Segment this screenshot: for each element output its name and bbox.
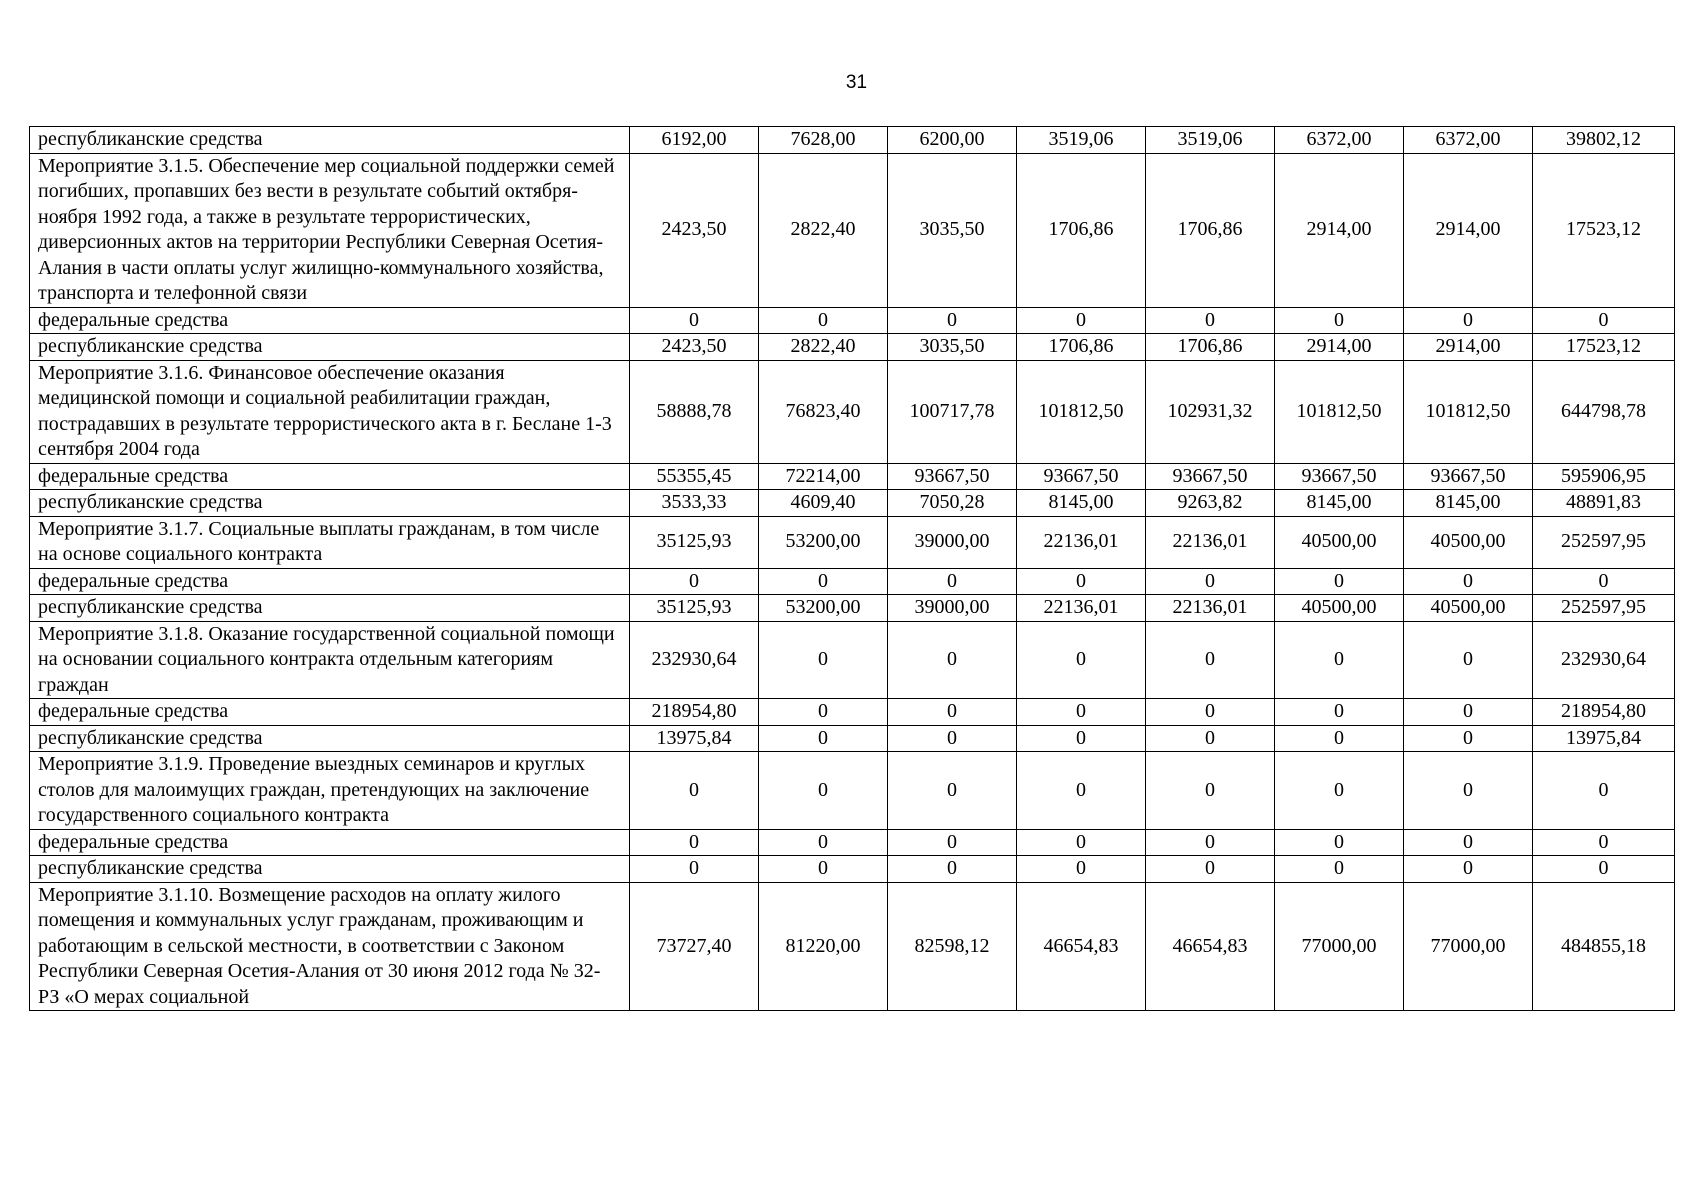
table-row bbox=[30, 127, 1675, 154]
value-cell: 6372,00 bbox=[1275, 127, 1404, 154]
value-cell: 2423,50 bbox=[630, 153, 759, 307]
value-cell: 22136,01 bbox=[1146, 595, 1275, 622]
row-label-cell: Мероприятие 3.1.7. Социальные выплаты гражданам, в том числе на основе социального контракта bbox=[30, 516, 630, 568]
value-cell: 0 bbox=[888, 829, 1017, 856]
value-cell: 55355,45 bbox=[630, 463, 759, 490]
value-cell: 13975,84 bbox=[1533, 725, 1675, 752]
value-cell: 4609,40 bbox=[759, 490, 888, 517]
value-cell: 73727,40 bbox=[630, 882, 759, 1011]
value-cell: 101812,50 bbox=[1404, 360, 1533, 463]
value-cell: 0 bbox=[1404, 725, 1533, 752]
value-cell: 1706,86 bbox=[1146, 334, 1275, 361]
value-cell: 13975,84 bbox=[630, 725, 759, 752]
value-cell: 0 bbox=[888, 725, 1017, 752]
budget-table bbox=[29, 126, 1675, 1011]
value-cell: 93667,50 bbox=[1017, 463, 1146, 490]
table-row bbox=[30, 153, 1675, 307]
value-cell: 48891,83 bbox=[1533, 490, 1675, 517]
table-row bbox=[30, 725, 1675, 752]
row-label-cell: республиканские средства bbox=[30, 725, 630, 752]
value-cell: 100717,78 bbox=[888, 360, 1017, 463]
value-cell: 101812,50 bbox=[1017, 360, 1146, 463]
value-cell: 0 bbox=[1533, 307, 1675, 334]
value-cell: 0 bbox=[1404, 621, 1533, 699]
value-cell: 1706,86 bbox=[1017, 334, 1146, 361]
value-cell: 0 bbox=[1146, 307, 1275, 334]
value-cell: 0 bbox=[1533, 856, 1675, 883]
value-cell: 232930,64 bbox=[1533, 621, 1675, 699]
value-cell: 0 bbox=[1017, 621, 1146, 699]
value-cell: 7628,00 bbox=[759, 127, 888, 154]
value-cell: 0 bbox=[1404, 307, 1533, 334]
value-cell: 3533,33 bbox=[630, 490, 759, 517]
value-cell: 40500,00 bbox=[1404, 595, 1533, 622]
value-cell: 82598,12 bbox=[888, 882, 1017, 1011]
value-cell: 58888,78 bbox=[630, 360, 759, 463]
value-cell: 2914,00 bbox=[1275, 153, 1404, 307]
value-cell: 0 bbox=[759, 752, 888, 830]
value-cell: 7050,28 bbox=[888, 490, 1017, 517]
value-cell: 40500,00 bbox=[1275, 516, 1404, 568]
value-cell: 0 bbox=[1146, 621, 1275, 699]
table-row bbox=[30, 595, 1675, 622]
value-cell: 2423,50 bbox=[630, 334, 759, 361]
value-cell: 2914,00 bbox=[1404, 334, 1533, 361]
value-cell: 0 bbox=[1533, 752, 1675, 830]
value-cell: 1706,86 bbox=[1146, 153, 1275, 307]
value-cell: 17523,12 bbox=[1533, 153, 1675, 307]
row-label-cell: Мероприятие 3.1.9. Проведение выездных семинаров и круглых столов для малоимущих граждан, претендующих на заключение государственного социального контракта bbox=[30, 752, 630, 830]
value-cell: 0 bbox=[1404, 829, 1533, 856]
value-cell: 0 bbox=[1275, 752, 1404, 830]
value-cell: 0 bbox=[759, 621, 888, 699]
value-cell: 0 bbox=[1146, 856, 1275, 883]
value-cell: 0 bbox=[759, 699, 888, 726]
value-cell: 76823,40 bbox=[759, 360, 888, 463]
table-row bbox=[30, 360, 1675, 463]
table-row bbox=[30, 463, 1675, 490]
value-cell: 6372,00 bbox=[1404, 127, 1533, 154]
value-cell: 40500,00 bbox=[1404, 516, 1533, 568]
value-cell: 35125,93 bbox=[630, 516, 759, 568]
row-label-cell: республиканские средства bbox=[30, 334, 630, 361]
table-row bbox=[30, 490, 1675, 517]
value-cell: 0 bbox=[759, 856, 888, 883]
table-row bbox=[30, 699, 1675, 726]
row-label-cell: республиканские средства bbox=[30, 856, 630, 883]
value-cell: 218954,80 bbox=[1533, 699, 1675, 726]
value-cell: 46654,83 bbox=[1017, 882, 1146, 1011]
value-cell: 0 bbox=[759, 725, 888, 752]
value-cell: 2914,00 bbox=[1404, 153, 1533, 307]
value-cell: 39000,00 bbox=[888, 595, 1017, 622]
row-label-cell: федеральные средства bbox=[30, 568, 630, 595]
value-cell: 0 bbox=[1533, 568, 1675, 595]
value-cell: 46654,83 bbox=[1146, 882, 1275, 1011]
value-cell: 77000,00 bbox=[1404, 882, 1533, 1011]
value-cell: 3519,06 bbox=[1017, 127, 1146, 154]
value-cell: 0 bbox=[1275, 829, 1404, 856]
value-cell: 0 bbox=[1275, 568, 1404, 595]
value-cell: 17523,12 bbox=[1533, 334, 1675, 361]
value-cell: 218954,80 bbox=[630, 699, 759, 726]
value-cell: 77000,00 bbox=[1275, 882, 1404, 1011]
value-cell: 232930,64 bbox=[630, 621, 759, 699]
table-row bbox=[30, 829, 1675, 856]
value-cell: 8145,00 bbox=[1404, 490, 1533, 517]
value-cell: 644798,78 bbox=[1533, 360, 1675, 463]
value-cell: 0 bbox=[1146, 752, 1275, 830]
table-row bbox=[30, 307, 1675, 334]
value-cell: 39000,00 bbox=[888, 516, 1017, 568]
value-cell: 0 bbox=[759, 829, 888, 856]
page-number: 31 bbox=[845, 72, 868, 93]
value-cell: 3519,06 bbox=[1146, 127, 1275, 154]
value-cell: 0 bbox=[1017, 725, 1146, 752]
value-cell: 93667,50 bbox=[1275, 463, 1404, 490]
value-cell: 93667,50 bbox=[1404, 463, 1533, 490]
value-cell: 2914,00 bbox=[1275, 334, 1404, 361]
value-cell: 93667,50 bbox=[888, 463, 1017, 490]
value-cell: 0 bbox=[759, 568, 888, 595]
value-cell: 0 bbox=[888, 699, 1017, 726]
row-label-cell: республиканские средства bbox=[30, 595, 630, 622]
value-cell: 6200,00 bbox=[888, 127, 1017, 154]
value-cell: 72214,00 bbox=[759, 463, 888, 490]
value-cell: 9263,82 bbox=[1146, 490, 1275, 517]
value-cell: 22136,01 bbox=[1017, 595, 1146, 622]
value-cell: 101812,50 bbox=[1275, 360, 1404, 463]
value-cell: 0 bbox=[630, 568, 759, 595]
value-cell: 0 bbox=[1017, 568, 1146, 595]
value-cell: 2822,40 bbox=[759, 334, 888, 361]
value-cell: 0 bbox=[888, 568, 1017, 595]
value-cell: 0 bbox=[1017, 307, 1146, 334]
row-label-cell: Мероприятие 3.1.8. Оказание государственной социальной помощи на основании социального контракта отдельным категориям граждан bbox=[30, 621, 630, 699]
table-row bbox=[30, 882, 1675, 1011]
table-row bbox=[30, 856, 1675, 883]
table-row bbox=[30, 752, 1675, 830]
value-cell: 22136,01 bbox=[1017, 516, 1146, 568]
value-cell: 102931,32 bbox=[1146, 360, 1275, 463]
value-cell: 0 bbox=[630, 829, 759, 856]
table-row bbox=[30, 334, 1675, 361]
value-cell: 53200,00 bbox=[759, 595, 888, 622]
value-cell: 0 bbox=[1275, 621, 1404, 699]
table-row bbox=[30, 621, 1675, 699]
value-cell: 0 bbox=[1275, 307, 1404, 334]
value-cell: 0 bbox=[888, 752, 1017, 830]
value-cell: 0 bbox=[630, 752, 759, 830]
value-cell: 6192,00 bbox=[630, 127, 759, 154]
row-label-cell: федеральные средства bbox=[30, 463, 630, 490]
value-cell: 0 bbox=[888, 307, 1017, 334]
value-cell: 0 bbox=[1404, 856, 1533, 883]
value-cell: 252597,95 bbox=[1533, 595, 1675, 622]
row-label-cell: федеральные средства bbox=[30, 699, 630, 726]
row-label-cell: Мероприятие 3.1.10. Возмещение расходов на оплату жилого помещения и коммунальных услуг гражданам, проживающим и работающим в сельской местности, в соответствии с Законом Республики Северная Осетия-Алания от 30 июня 2012 года № 32-РЗ «О мерах социальной bbox=[30, 882, 630, 1011]
value-cell: 8145,00 bbox=[1017, 490, 1146, 517]
value-cell: 0 bbox=[1146, 725, 1275, 752]
value-cell: 0 bbox=[1017, 752, 1146, 830]
row-label-cell: республиканские средства bbox=[30, 127, 630, 154]
row-label-cell: Мероприятие 3.1.6. Финансовое обеспечение оказания медицинской помощи и социальной реабилитации граждан, пострадавших в результате террористического акта в г. Беслане 1-3 сентября 2004 года bbox=[30, 360, 630, 463]
value-cell: 39802,12 bbox=[1533, 127, 1675, 154]
table-row bbox=[30, 516, 1675, 568]
value-cell: 252597,95 bbox=[1533, 516, 1675, 568]
value-cell: 22136,01 bbox=[1146, 516, 1275, 568]
value-cell: 1706,86 bbox=[1017, 153, 1146, 307]
value-cell: 2822,40 bbox=[759, 153, 888, 307]
value-cell: 93667,50 bbox=[1146, 463, 1275, 490]
value-cell: 0 bbox=[1275, 725, 1404, 752]
value-cell: 0 bbox=[1146, 699, 1275, 726]
value-cell: 0 bbox=[1017, 856, 1146, 883]
value-cell: 484855,18 bbox=[1533, 882, 1675, 1011]
value-cell: 0 bbox=[1404, 752, 1533, 830]
value-cell: 0 bbox=[1404, 699, 1533, 726]
row-label-cell: Мероприятие 3.1.5. Обеспечение мер социальной поддержки семей погибших, пропавших без вести в результате событий октября-ноября 1992 года, а также в результате террористических, диверсионных актов на территории Республики Северная Осетия-Алания в части оплаты услуг жилищно-коммунального хозяйства, транспорта и телефонной связи bbox=[30, 153, 630, 307]
value-cell: 35125,93 bbox=[630, 595, 759, 622]
value-cell: 8145,00 bbox=[1275, 490, 1404, 517]
value-cell: 0 bbox=[630, 856, 759, 883]
value-cell: 81220,00 bbox=[759, 882, 888, 1011]
value-cell: 3035,50 bbox=[888, 334, 1017, 361]
value-cell: 595906,95 bbox=[1533, 463, 1675, 490]
value-cell: 0 bbox=[888, 856, 1017, 883]
value-cell: 0 bbox=[630, 307, 759, 334]
value-cell: 0 bbox=[1017, 699, 1146, 726]
table-row bbox=[30, 568, 1675, 595]
value-cell: 0 bbox=[888, 621, 1017, 699]
value-cell: 0 bbox=[759, 307, 888, 334]
value-cell: 0 bbox=[1533, 829, 1675, 856]
table-body bbox=[30, 127, 1675, 1011]
value-cell: 0 bbox=[1404, 568, 1533, 595]
value-cell: 0 bbox=[1146, 568, 1275, 595]
value-cell: 0 bbox=[1275, 699, 1404, 726]
value-cell: 40500,00 bbox=[1275, 595, 1404, 622]
value-cell: 53200,00 bbox=[759, 516, 888, 568]
row-label-cell: республиканские средства bbox=[30, 490, 630, 517]
row-label-cell: федеральные средства bbox=[30, 829, 630, 856]
value-cell: 3035,50 bbox=[888, 153, 1017, 307]
value-cell: 0 bbox=[1146, 829, 1275, 856]
value-cell: 0 bbox=[1275, 856, 1404, 883]
row-label-cell: федеральные средства bbox=[30, 307, 630, 334]
value-cell: 0 bbox=[1017, 829, 1146, 856]
